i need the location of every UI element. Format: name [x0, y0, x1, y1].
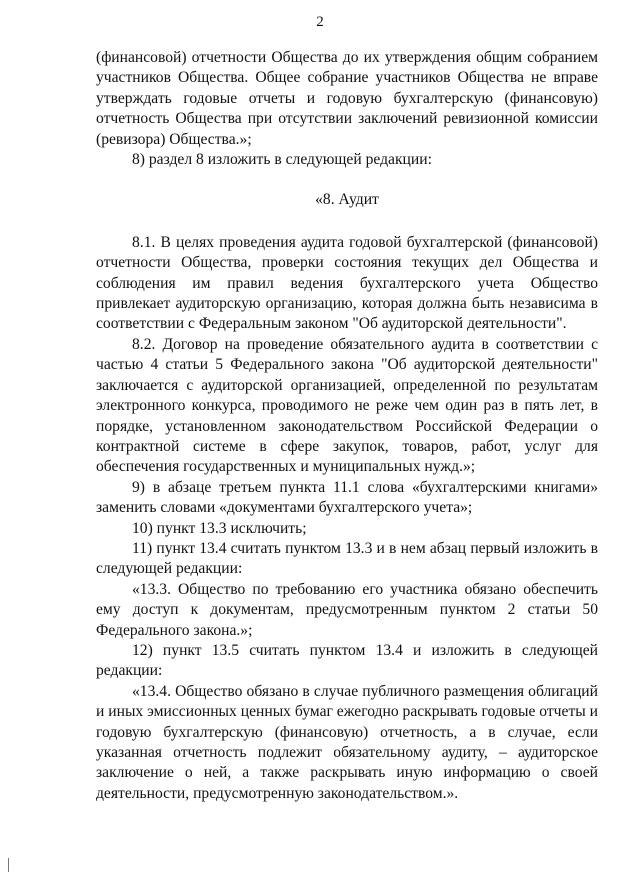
document-body: [96, 48, 598, 804]
page-number: 2: [316, 14, 324, 30]
paragraph-8-2: 8.2. Договор на проведение обязательного аудита в соответствии с частью 4 статьи 5 Федерального закона "Об аудиторской деятельности" заключается с аудиторской организацией, определенной по результатам электронного конкурса, проводимого не реже чем один раз в пять лет, в порядке, установленном законодательством Российской Федерации о контрактной системе в сфере закупок, товаров, работ, услуг для обеспечения государственных и муниципальных нужд.»;: [96, 335, 598, 476]
paragraph-continuation: (финансовой) отчетности Общества до их утверждения общим собранием участников Общества. Общее собрание участников Общества не вправе утверждать годовые отчеты и годовую бухгалтерскую (финансовую) отчетность Общества при отсутствии заключений ревизионной комиссии (ревизора) Общества.»;: [96, 49, 598, 148]
section-heading: «8. Аудит: [315, 191, 379, 209]
paragraph-13-4: «13.4. Общество обязано в случае публичного размещения облигаций и иных эмиссионных ценных бумаг ежегодно раскрывать годовые отчеты и годовую бухгалтерскую (финансовую) отчетность, а в случае, если указанная отчетность подлежит обязательному аудиту, – аудиторское заключение о ней, а также раскрывать иную информацию о своей деятельности, предусмотренную законодательством.».: [96, 682, 598, 802]
paragraph-item-11: 11) пункт 13.4 считать пунктом 13.3 и в нем абзац первый изложить в следующей редакции:: [96, 539, 598, 578]
scan-edge-mark: [8, 858, 9, 872]
paragraph-13-3: «13.3. Общество по требованию его участника обязано обеспечить ему доступ к документам, предусмотренным пунктом 2 статьи 50 Федерального закона.»;: [96, 580, 598, 639]
paragraph-item-9: 9) в абзаце третьем пункта 11.1 слова «бухгалтерскими книгами» заменить словами «документами бухгалтерского учета»;: [96, 478, 598, 517]
paragraph-item-12: 12) пункт 13.5 считать пунктом 13.4 и изложить в следующей редакции:: [96, 641, 598, 680]
paragraph-item-8: 8) раздел 8 изложить в следующей редакции:: [132, 151, 432, 169]
paragraph-item-10: 10) пункт 13.3 исключить;: [132, 519, 307, 537]
paragraph-8-1: 8.1. В целях проведения аудита годовой бухгалтерской (финансовой) отчетности Общества, проверки состояния текущих дел Общества и соблюдения им правил ведения бухгалтерского учета Общество привлекает аудиторскую организацию, которая должна быть независима в соответствии с Федеральным законом "Об аудиторской деятельности".: [96, 233, 598, 333]
